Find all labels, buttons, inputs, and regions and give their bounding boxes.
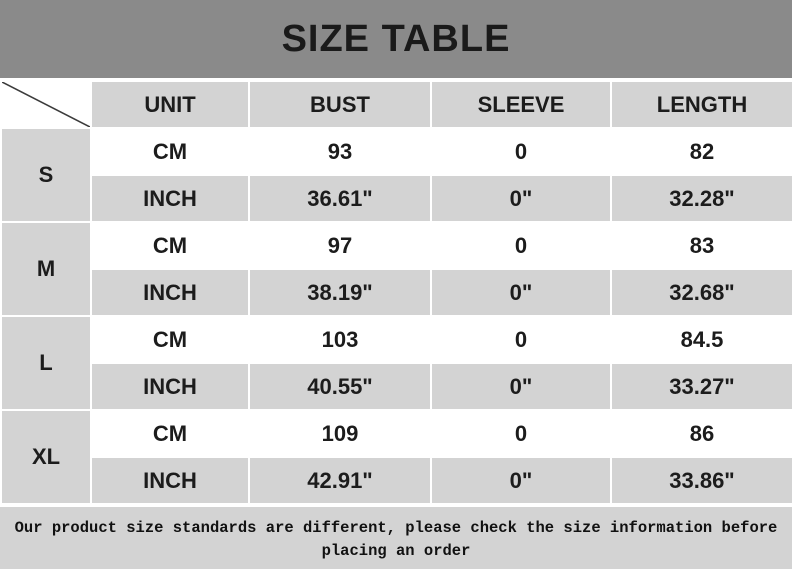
table-header-row [1, 81, 792, 128]
length-value: 86 [611, 410, 792, 457]
unit-cell: INCH [91, 363, 249, 410]
bust-value: 93 [249, 128, 431, 175]
corner-cell [1, 81, 91, 128]
sleeve-value: 0 [431, 410, 611, 457]
length-value: 84.5 [611, 316, 792, 363]
column-header-sleeve: SLEEVE [431, 81, 611, 128]
unit-cell: CM [91, 410, 249, 457]
length-value: 33.27" [611, 363, 792, 410]
table-row [1, 222, 792, 269]
length-value: 83 [611, 222, 792, 269]
unit-cell: INCH [91, 175, 249, 222]
size-label-s: S [1, 128, 91, 222]
length-value: 32.68" [611, 269, 792, 316]
table-row [1, 410, 792, 457]
unit-cell: INCH [91, 269, 249, 316]
bust-value: 97 [249, 222, 431, 269]
unit-cell: CM [91, 128, 249, 175]
table-row [1, 316, 792, 363]
sleeve-value: 0 [431, 128, 611, 175]
column-header-unit: UNIT [91, 81, 249, 128]
sleeve-value: 0" [431, 269, 611, 316]
bust-value: 40.55" [249, 363, 431, 410]
bust-value: 38.19" [249, 269, 431, 316]
bust-value: 36.61" [249, 175, 431, 222]
unit-cell: CM [91, 222, 249, 269]
bust-value: 109 [249, 410, 431, 457]
unit-cell: CM [91, 316, 249, 363]
diagonal-divider-icon [2, 82, 90, 127]
table-row [1, 269, 792, 316]
size-label-m: M [1, 222, 91, 316]
size-chart-table [0, 80, 792, 505]
unit-cell: INCH [91, 457, 249, 504]
table-row [1, 128, 792, 175]
column-header-length: LENGTH [611, 81, 792, 128]
sleeve-value: 0 [431, 316, 611, 363]
footer-note: Our product size standards are different, please check the size information before placing an order [0, 505, 792, 569]
bust-value: 42.91" [249, 457, 431, 504]
sleeve-value: 0" [431, 363, 611, 410]
table-row [1, 363, 792, 410]
title-bar [0, 0, 792, 80]
table-row [1, 457, 792, 504]
sleeve-value: 0 [431, 222, 611, 269]
table-row [1, 175, 792, 222]
bust-value: 103 [249, 316, 431, 363]
size-label-xl: XL [1, 410, 91, 504]
length-value: 32.28" [611, 175, 792, 222]
length-value: 33.86" [611, 457, 792, 504]
column-header-bust: BUST [249, 81, 431, 128]
sleeve-value: 0" [431, 457, 611, 504]
size-label-l: L [1, 316, 91, 410]
page-title: SIZE TABLE [281, 17, 511, 60]
length-value: 82 [611, 128, 792, 175]
sleeve-value: 0" [431, 175, 611, 222]
